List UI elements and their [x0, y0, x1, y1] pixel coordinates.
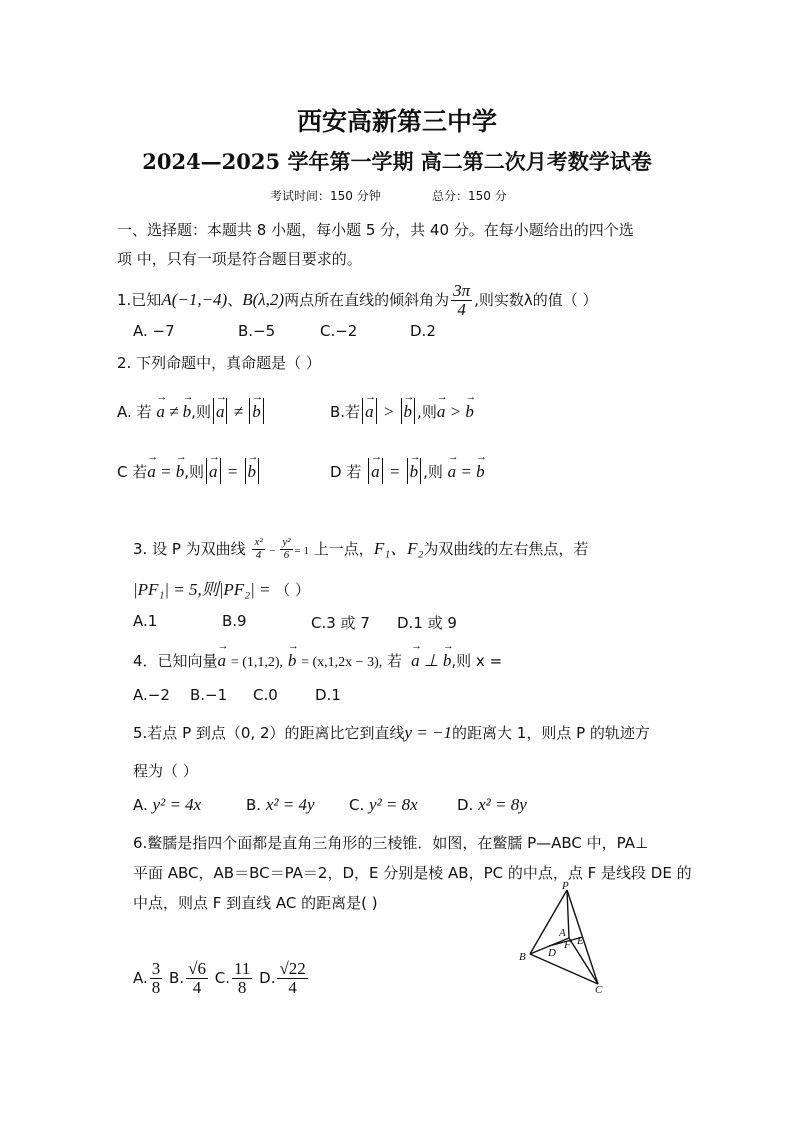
label-b: B	[519, 951, 526, 963]
q4-suffix: ,则 x =	[451, 652, 503, 670]
q6-a-num: 3	[151, 959, 161, 978]
q3-option-d: D.1 或 9	[397, 614, 457, 632]
q5-c-eq: y² = 8x	[369, 795, 418, 814]
q4-cond: 若	[387, 652, 403, 670]
q3-eq-y: y²	[282, 536, 291, 549]
question-4-stem: 4．已知向量→ a = (1,1,2), → b = (x,1,2x − 3), 若 → a ⊥ → b,则 x =	[133, 650, 502, 671]
q2-option-b: B.若→ a > → b ,则→ a > → b	[330, 398, 474, 424]
edge-pb	[530, 890, 567, 954]
q5-b-label: B.	[246, 796, 262, 814]
q1-point-a: A(−1,−4)	[161, 289, 228, 309]
q6-c-den: 8	[237, 977, 247, 997]
q3-option-a: A.1	[133, 612, 158, 630]
q2-d-then: ,则	[423, 463, 443, 481]
q2-b-label: B.若	[330, 403, 361, 421]
q3-suffix: 为双曲线的左右焦点，若	[423, 540, 589, 558]
q1-mid: 两点所在直线的倾斜角为	[284, 290, 450, 309]
q5-option-b	[246, 795, 315, 815]
q2-option-c: C 若→ a = → b,则→ a = → b	[117, 458, 261, 484]
q1-angle-num: 3π	[453, 281, 471, 300]
q5-b-eq: x² = 4y	[265, 795, 315, 814]
q5-d-eq: x² = 8y	[478, 795, 527, 814]
label-a: A	[559, 927, 566, 939]
q4-vec-a-value: = (1,1,2),	[230, 655, 284, 670]
q6-d-den: 4	[288, 977, 297, 997]
label-e: E	[577, 935, 584, 947]
label-d: D	[548, 947, 556, 959]
q6-b-label: B.	[169, 968, 185, 987]
question-6-stem-line3: 中点，则点 F 到直线 AC 的距离是( )	[133, 894, 378, 912]
label-c: C	[595, 984, 603, 995]
q5-line-eq: y = −1	[404, 723, 453, 742]
pyramid-figure	[510, 880, 630, 995]
q3-option-c: C.3 或 7	[311, 614, 370, 632]
q2-c-then: ,则	[184, 463, 205, 481]
q6-b-den: 4	[192, 977, 202, 997]
q3-eq-x-frac	[252, 537, 264, 561]
q6-d-frac	[277, 960, 307, 997]
q2-b-then: ,则	[417, 403, 437, 421]
q1-option-b: B.−5	[238, 322, 276, 340]
q4-option-d: D.1	[315, 686, 341, 704]
section1-intro-line1: 一、选择题：本题共 8 小题，每小题 5 分，共 40 分。在每小题给出的四个选	[117, 221, 634, 239]
q5-a-label: A.	[133, 796, 148, 814]
q1-sep: 、	[227, 290, 243, 309]
q3-eq-x: x²	[254, 536, 263, 549]
q5-a-eq: y² = 4x	[152, 795, 202, 814]
q3-eq-y-den: 6	[283, 549, 290, 561]
q5-line1b: 的距离大 1，则点 P 的轨迹方	[452, 724, 650, 742]
q3-condition-line	[133, 575, 310, 600]
q6-options	[133, 960, 310, 997]
q2-c-label: C 若	[117, 463, 148, 481]
q3-eq-x-den: 4	[255, 549, 262, 561]
q1-point-b: B(λ,2)	[242, 289, 285, 309]
q5-line1a: 5.若点 P 到点（0, 2）的距离比它到直线	[133, 724, 405, 742]
q6-a-frac	[150, 960, 163, 997]
q6-c-frac	[232, 960, 252, 997]
q1-option-c: C.−2	[320, 322, 358, 340]
q6-c-num: 11	[233, 959, 251, 978]
q5-option-d	[457, 795, 527, 815]
q2-a-label: A. 若	[117, 403, 152, 421]
q3-prefix: 3. 设 P 为双曲线	[133, 540, 246, 558]
q3-paren: （ ）	[275, 581, 311, 599]
q5-c-label: C.	[349, 796, 365, 814]
question-3-stem: 3. 设 P 为双曲线 $\frac{\text{x²}}{4}$ − $\frac{\text{y²}}{6}$ = 1 上一点，F₁、F₂为双曲线的左右焦点，若	[133, 536, 589, 561]
q2-d-label: D 若	[330, 463, 362, 481]
question-6-stem-line2: 平面 ABC，AB＝BC＝PA＝2，D，E 分别是棱 AB，PC 的中点，点 F 是线段 DE 的	[133, 864, 692, 882]
question-6-stem-line1: 6.鳖臑是指四个面都是直角三角形的三棱锥．如图，在鳖臑 P—ABC 中，PA⊥	[133, 834, 649, 852]
q1-option-d: D.2	[410, 322, 436, 340]
label-p: P	[562, 880, 569, 892]
section1-intro-line2: 项 中，只有一项是符合题目要求的。	[117, 250, 362, 268]
q6-b-num: √6	[188, 959, 206, 978]
q2-a-then: ,则	[191, 403, 211, 421]
q2-option-d: D 若 → a = → b ,则 → a = → b	[330, 458, 485, 484]
q3-mid: 上一点，	[313, 540, 374, 558]
q5-option-a	[133, 795, 201, 815]
school-title: 西安高新第三中学	[296, 107, 497, 136]
exam-title: 2024—2025 学年第一学期 高二第二次月考数学试卷	[142, 149, 652, 174]
q3-eq-rhs: = 1	[294, 545, 310, 557]
q4-option-b: B.−1	[190, 686, 228, 704]
q1-prefix: 1.已知	[117, 290, 162, 309]
q5-option-c	[349, 795, 418, 815]
q5-d-label: D.	[457, 796, 474, 814]
q1-angle-fraction	[451, 282, 472, 319]
exam-total: 总分：150 分	[432, 189, 507, 203]
question-5-stem-line2: 程为（ ）	[133, 762, 198, 780]
q4-option-c: C.0	[253, 686, 278, 704]
q3-option-b: B.9	[222, 612, 247, 630]
q6-b-frac	[186, 960, 208, 997]
q6-c-label: C.	[214, 968, 230, 987]
question-1-stem	[117, 282, 598, 319]
q4-prefix: 4．已知向量	[133, 652, 218, 670]
question-2-stem: 2. 下列命题中，真命题是（ ）	[117, 354, 321, 372]
q6-a-den: 8	[151, 977, 161, 997]
q3-foci: F₁、F₂	[373, 539, 424, 558]
q1-option-a: A. −7	[133, 322, 175, 340]
q3-condition: |PF₁| = 5,则|PF₂| =	[133, 580, 271, 599]
exam-time: 考试时间：150 分钟	[270, 189, 381, 203]
q2-option-a: A. 若 → a ≠ → b,则→ a ≠ → b	[117, 398, 266, 424]
question-5-stem-line1	[133, 722, 650, 743]
q1-suffix: ,则实数λ的值（ ）	[474, 290, 598, 309]
q6-d-label: D.	[259, 968, 276, 987]
q4-option-a: A.−2	[133, 686, 170, 704]
q3-eq-y-frac	[280, 537, 292, 561]
q4-vec-b-value: = (x,1,2x − 3),	[301, 655, 383, 670]
q6-d-num: √22	[279, 959, 306, 978]
label-f: F	[564, 939, 571, 951]
q1-angle-den: 4	[457, 299, 466, 319]
q6-a-label: A.	[133, 968, 148, 987]
